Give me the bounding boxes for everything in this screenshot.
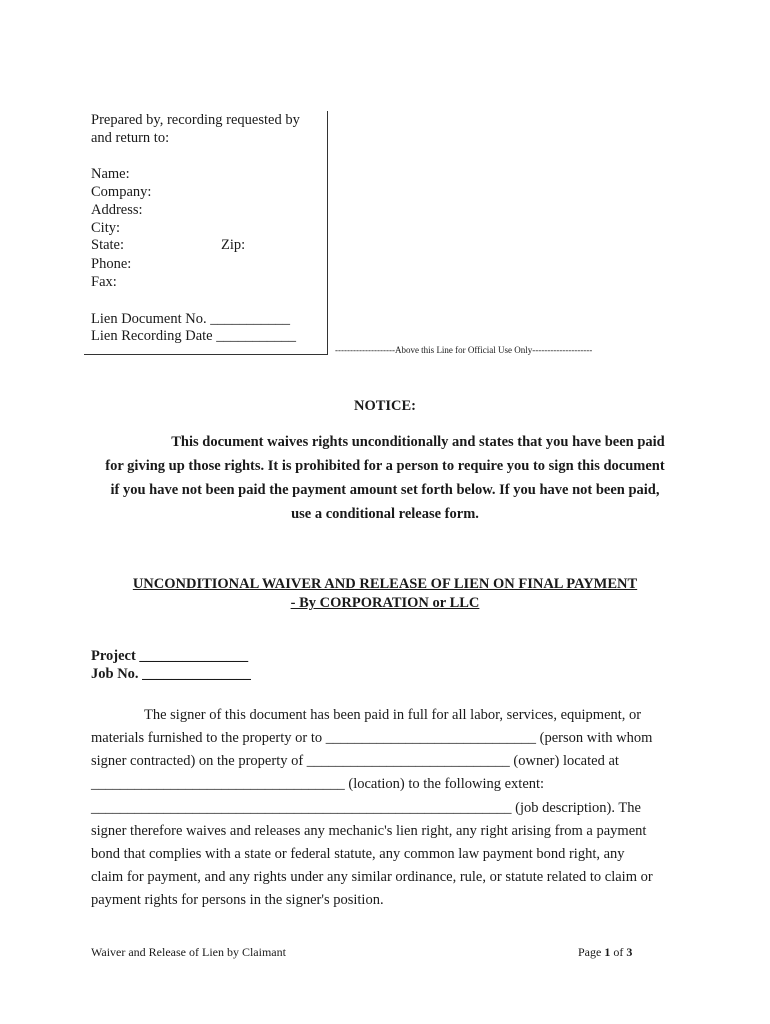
document-subtitle: - By CORPORATION or LLC (290, 595, 480, 611)
prepared-by-line-2: and return to: (91, 130, 170, 146)
body-line-9: payment rights for persons in the signer's position. (91, 892, 384, 908)
footer-title: Waiver and Release of Lien by Claimant (91, 945, 286, 959)
notice-line-4: use a conditional release form. (291, 506, 479, 522)
page-prefix: Page (578, 945, 605, 959)
notice-line-2: for giving up those rights. It is prohibited for a person to require you to sign this document (105, 458, 665, 474)
body-line-5: __________________________________________________________ (job description). The (91, 800, 641, 816)
document-title: UNCONDITIONAL WAIVER AND RELEASE OF LIEN ON FINAL PAYMENT (132, 576, 638, 592)
page-of: of (610, 945, 627, 959)
project-field: Project _______________ (91, 648, 249, 664)
notice-line-1: This document waives rights unconditionally and states that you have been paid (171, 434, 665, 450)
fax-label: Fax: (91, 274, 117, 290)
body-line-2: materials furnished to the property or to _____________________________ (person with whom (91, 730, 653, 746)
name-label: Name: (91, 166, 130, 182)
body-line-1: The signer of this document has been paid in full for all labor, services, equipment, or (144, 707, 642, 723)
page-total: 3 (626, 945, 633, 959)
notice-line-3: if you have not been paid the payment amount set forth below. If you have not been paid, (110, 482, 660, 498)
prepared-by-line-1: Prepared by, recording requested by (91, 112, 300, 128)
company-label: Company: (91, 184, 152, 200)
job-number-field: Job No. _______________ (91, 666, 251, 682)
page-current: 1 (604, 945, 611, 959)
address-label: Address: (91, 202, 143, 218)
lien-document-number: Lien Document No. ___________ (91, 311, 290, 327)
body-line-8: claim for payment, and any rights under any similar ordinance, rule, or statute related to claim or (91, 869, 653, 885)
header-vertical-rule (327, 111, 328, 355)
notice-title: NOTICE: (353, 398, 417, 414)
zip-label: Zip: (221, 237, 246, 253)
body-line-6: signer therefore waives and releases any mechanic's lien right, any right arising from a payment (91, 823, 647, 839)
body-line-7: bond that complies with a state or federal statute, any common law payment bond right, any (91, 846, 625, 862)
body-line-4: ___________________________________ (location) to the following extent: (91, 776, 545, 792)
official-use-line: --------------------Above this Line for Official Use Only-------------------- (335, 345, 593, 355)
body-line-3: signer contracted) on the property of ____________________________ (owner) located at (91, 753, 619, 769)
lien-recording-date: Lien Recording Date ___________ (91, 328, 296, 344)
page-indicator (578, 945, 632, 960)
city-label: City: (91, 220, 121, 236)
state-label: State: (91, 237, 125, 253)
phone-label: Phone: (91, 256, 132, 272)
header-horizontal-rule (84, 354, 328, 355)
